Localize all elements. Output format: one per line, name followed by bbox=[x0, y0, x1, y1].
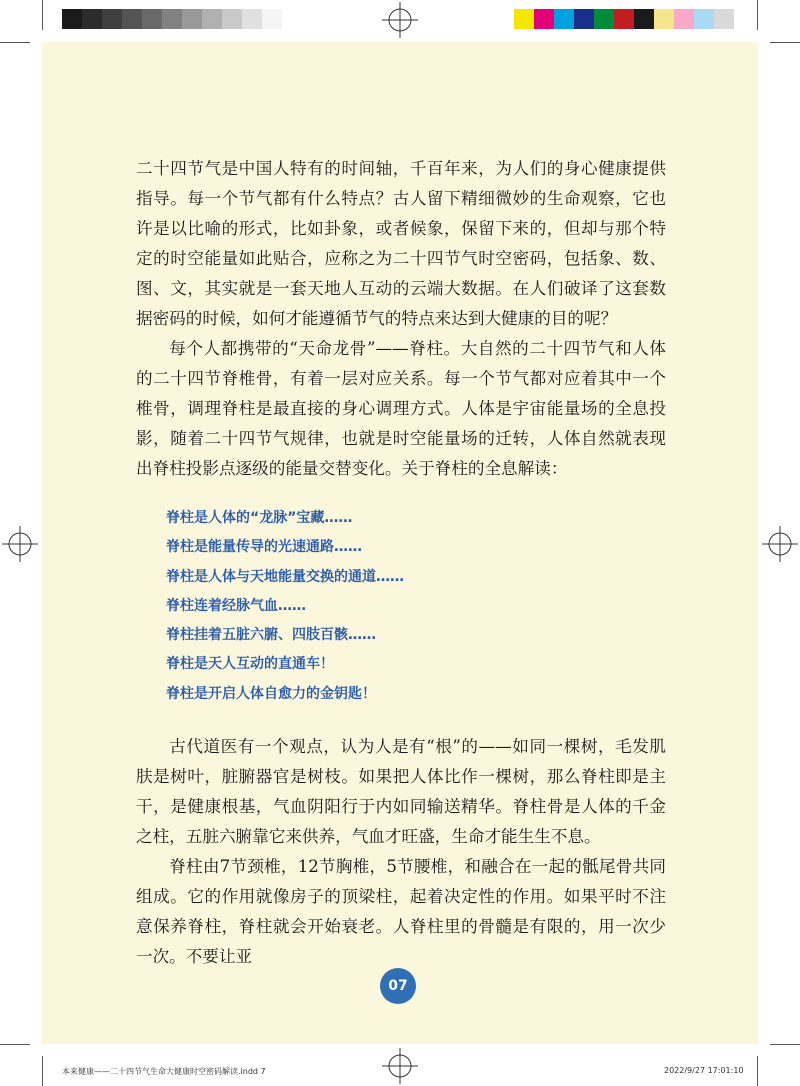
paragraph-vertebrae: 脊柱由7节颈椎，12节胸椎，5节腰椎，和融合在一起的骶尾骨共同组成。它的作用就像房子的顶梁柱，起着决定性的作用。如果平时不注意保养脊柱，脊柱就会开始衰老。人脊柱里的骨髓是有限的，用一次少一次。不要让亚 bbox=[136, 857, 666, 966]
color-swatch bbox=[594, 9, 614, 29]
grayscale-color-bar bbox=[62, 9, 282, 29]
trim-mark bbox=[757, 0, 758, 30]
color-swatch bbox=[82, 9, 102, 29]
page-number-badge: 07 bbox=[380, 968, 416, 1004]
registration-mark-left-icon bbox=[2, 526, 38, 562]
color-swatch bbox=[514, 9, 534, 29]
color-swatch bbox=[62, 9, 82, 29]
color-swatch bbox=[714, 9, 734, 29]
quote-line: 脊柱是人体的“龙脉”宝藏…… bbox=[166, 510, 353, 526]
color-swatch bbox=[262, 9, 282, 29]
trim-mark bbox=[757, 1056, 758, 1086]
paragraph-root: 古代道医有一个观点，认为人是有“根”的——如同一棵树，毛发肌肤是树叶，脏腑器官是树枝。如果把人体比作一棵树，那么脊柱即是主干，是健康根基，气血阴阳行于内如同输送精华。脊柱骨是人体的千金之柱，五脏六腑靠它来供养，气血才旺盛，生命才能生生不息。 bbox=[136, 737, 666, 846]
registration-mark-right-icon bbox=[762, 526, 798, 562]
color-swatch bbox=[122, 9, 142, 29]
spine-quote-list bbox=[166, 504, 646, 709]
trim-mark bbox=[770, 1044, 800, 1045]
trim-mark bbox=[0, 42, 30, 43]
trim-mark bbox=[42, 1056, 43, 1086]
quote-line: 脊柱是开启人体自愈力的金钥匙！ bbox=[166, 685, 376, 702]
trim-mark bbox=[0, 1044, 30, 1045]
registration-mark-bottom-icon bbox=[382, 1048, 418, 1084]
color-swatch bbox=[242, 9, 262, 29]
footer-file-name: 本来健康——二十四节气生命大健康时空密码解读.indd 7 bbox=[62, 1067, 266, 1076]
color-swatch bbox=[554, 9, 574, 29]
color-swatch bbox=[654, 9, 674, 29]
color-swatch bbox=[222, 9, 242, 29]
color-swatch bbox=[182, 9, 202, 29]
quote-line: 脊柱是天人互动的直通车！ bbox=[166, 656, 334, 673]
color-swatch bbox=[674, 9, 694, 29]
quote-line: 脊柱连着经脉气血…… bbox=[166, 597, 306, 614]
paragraph-spine: 每个人都携带的“天命龙骨”——脊柱。大自然的二十四节气和人体的二十四节脊椎骨，有着一层对应关系。每一个节气都对应着其中一个椎骨，调理脊柱是最直接的身心调理方式。人体是宇宙能量场的全息投影，随着二十四节气规律，也就是时空能量场的迁转，人体自然就表现出脊柱投影点逐级的能量交替变化。关于脊柱的全息解读： bbox=[136, 339, 666, 478]
body-text-top bbox=[136, 154, 666, 484]
color-swatch bbox=[534, 9, 554, 29]
quote-line: 脊柱挂着五脏六腑、四肢百骸…… bbox=[166, 627, 376, 644]
color-swatch bbox=[142, 9, 162, 29]
cmyk-color-bar bbox=[514, 9, 734, 29]
color-swatch bbox=[634, 9, 654, 29]
color-swatch bbox=[102, 9, 122, 29]
paragraph-intro: 二十四节气是中国人特有的时间轴，千百年来，为人们的身心健康提供指导。每一个节气都有什么特点？古人留下精细微妙的生命观察，它也许是以比喻的形式，比如卦象，或者候象，保留下来的，但却与那个特定的时空能量如此贴合，应称之为二十四节气时空密码，包括象、数、图、文，其实就是一套天地人互动的云端大数据。在人们破译了这套数据密码的时候，如何才能遵循节气的特点来达到大健康的目的呢？ bbox=[136, 159, 666, 328]
trim-mark bbox=[42, 0, 43, 30]
body-text-bottom bbox=[136, 732, 666, 972]
trim-mark bbox=[770, 42, 800, 43]
footer-timestamp: 2022/9/27 17:01:10 bbox=[664, 1066, 744, 1075]
color-swatch bbox=[162, 9, 182, 29]
color-swatch bbox=[574, 9, 594, 29]
color-swatch bbox=[614, 9, 634, 29]
quote-line: 脊柱是能量传导的光速通路…… bbox=[166, 539, 362, 556]
color-swatch bbox=[694, 9, 714, 29]
color-swatch bbox=[202, 9, 222, 29]
quote-line: 脊柱是人体与天地能量交换的通道…… bbox=[166, 568, 404, 585]
registration-mark-top-icon bbox=[382, 2, 418, 38]
